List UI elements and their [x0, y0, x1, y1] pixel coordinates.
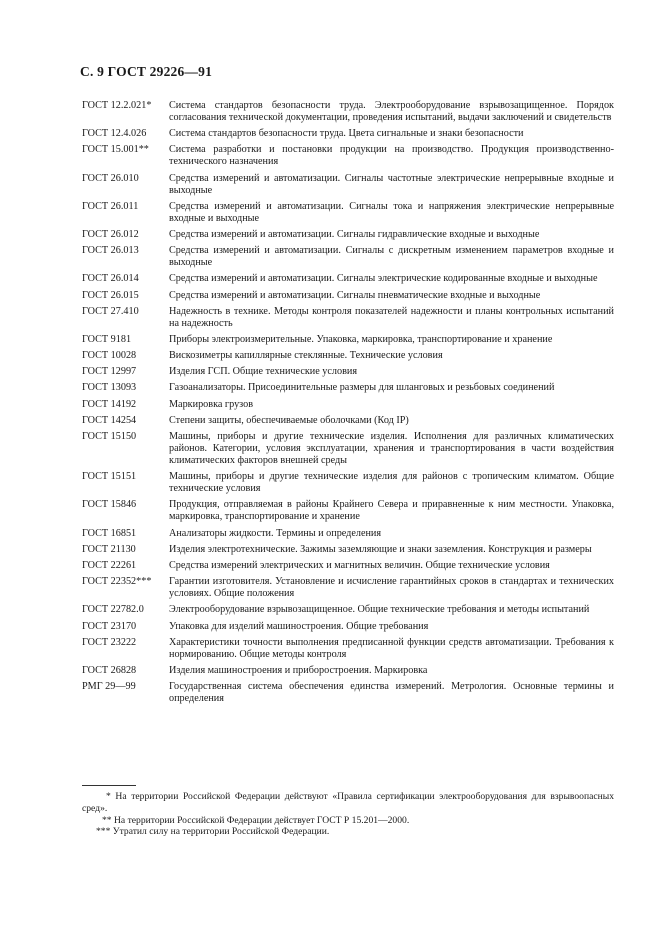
reference-row	[82, 681, 614, 705]
reference-row	[82, 560, 614, 572]
reference-title: Степени защиты, обеспечиваемые оболочками (Код IP)	[169, 414, 409, 426]
reference-code: ГОСТ 26.015	[82, 289, 139, 301]
reference-list	[82, 100, 614, 709]
reference-row	[82, 499, 614, 523]
reference-title: Гарантии изготовителя. Установление и исчисление гарантийных сроков в стандартах и технических условиях. Общие положения	[169, 576, 614, 600]
reference-code: ГОСТ 23170	[82, 620, 137, 632]
reference-code: ГОСТ 21130	[82, 543, 136, 555]
reference-row	[82, 100, 614, 124]
reference-row	[82, 306, 614, 330]
reference-title: Изделия электротехнические. Зажимы заземляющие и знаки заземления. Конструкция и размеры	[169, 543, 592, 555]
reference-code: ГОСТ 26.014	[82, 273, 139, 285]
reference-row	[82, 604, 614, 616]
reference-code: ГОСТ 26.012	[82, 228, 139, 240]
reference-title: Средства измерений и автоматизации. Сигналы гидравлические входные и выходные	[169, 228, 540, 240]
reference-title: Упаковка для изделий машиностроения. Общие требования	[169, 620, 429, 632]
reference-row	[82, 415, 614, 427]
reference-title: Средства измерений и автоматизации. Сигналы пневматические входные и выходные	[169, 289, 541, 301]
reference-title: Средства измерений и автоматизации. Сигналы тока и напряжения электрические непрерывные входные и выходные	[169, 200, 614, 224]
reference-title: Продукция, отправляемая в районы Крайнего Севера и приравненные к ним местности. Упаковка, маркировка, транспортирование и хранение	[169, 499, 614, 523]
page-header: С. 9 ГОСТ 29226—91	[80, 64, 213, 79]
reference-code: ГОСТ 12997	[82, 366, 137, 378]
reference-title: Характеристики точности выполнения предписанной функции средств автоматизации. Требования к нормированию. Общие методы контроля	[169, 636, 614, 660]
footnote-3: *** Утратил силу на территории Российской Федерации.	[96, 826, 330, 838]
reference-code: РМГ 29—99	[82, 681, 136, 693]
reference-title: Изделия ГСП. Общие технические условия	[169, 366, 358, 378]
reference-code: ГОСТ 15846	[82, 499, 137, 511]
reference-row	[82, 290, 614, 302]
reference-code: ГОСТ 15.001**	[82, 144, 149, 156]
reference-code: ГОСТ 14192	[82, 398, 137, 410]
reference-row	[82, 245, 614, 269]
reference-title: Анализаторы жидкости. Термины и определения	[169, 527, 382, 539]
reference-code: ГОСТ 22352***	[82, 576, 152, 588]
reference-code: ГОСТ 9181	[82, 333, 132, 345]
footnote-divider	[82, 785, 136, 786]
reference-code: ГОСТ 12.4.026	[82, 128, 147, 140]
reference-row	[82, 544, 614, 556]
reference-title: Средства измерений и автоматизации. Сигналы с дискретным изменением параметров входные и выходные	[169, 245, 614, 269]
reference-row	[82, 576, 614, 600]
reference-row	[82, 144, 614, 168]
footnotes	[82, 791, 614, 838]
reference-code: ГОСТ 13093	[82, 382, 137, 394]
reference-title: Средства измерений и автоматизации. Сигналы частотные электрические непрерывные входные и выходные	[169, 172, 614, 196]
reference-row	[82, 366, 614, 378]
reference-row	[82, 621, 614, 633]
reference-code: ГОСТ 23222	[82, 636, 137, 648]
reference-row	[82, 273, 614, 285]
reference-title: Приборы электроизмерительные. Упаковка, маркировка, транспортирование и хранение	[169, 333, 553, 345]
reference-row	[82, 528, 614, 540]
reference-title: Электрооборудование взрывозащищенное. Общие технические требования и методы испытаний	[169, 604, 590, 616]
reference-row	[82, 229, 614, 241]
reference-code: ГОСТ 22782.0	[82, 604, 144, 616]
reference-code: ГОСТ 15151	[82, 471, 137, 483]
reference-row	[82, 334, 614, 346]
reference-title: Средства измерений и автоматизации. Сигналы электрические кодированные входные и выходные	[169, 273, 598, 285]
reference-row	[82, 665, 614, 677]
reference-title: Система стандартов безопасности труда. Электрооборудование взрывозащищенное. Порядок согласования технической документации, проведения испытаний, выдачи заключений и свидетельств	[169, 100, 614, 123]
reference-code: ГОСТ 26.010	[82, 172, 139, 184]
reference-title: Маркировка грузов	[169, 398, 254, 410]
reference-code: ГОСТ 10028	[82, 350, 137, 362]
footnote-1: * На территории Российской Федерации действуют «Правила сертификации электрооборудования для взрывоопасных сред».	[82, 791, 614, 814]
reference-title: Государственная система обеспечения единства измерений. Метрология. Основные термины и определения	[169, 681, 614, 705]
reference-code: ГОСТ 26828	[82, 664, 137, 676]
reference-title: Вискозиметры капиллярные стеклянные. Технические условия	[169, 350, 443, 362]
reference-row	[82, 128, 614, 140]
reference-row	[82, 350, 614, 362]
footnote-2: ** На территории Российской Федерации действует ГОСТ Р 15.201—2000.	[102, 814, 410, 826]
reference-title: Надежность в технике. Методы контроля показателей надежности и планы контрольных испытаний на надежность	[169, 305, 614, 329]
reference-code: ГОСТ 22261	[82, 559, 137, 571]
reference-title: Средства измерений электрических и магнитных величин. Общие технические условия	[169, 559, 550, 571]
reference-row	[82, 431, 614, 467]
reference-title: Система стандартов безопасности труда. Цвета сигнальные и знаки безопасности	[169, 128, 524, 140]
reference-title: Газоанализаторы. Присоединительные размеры для шланговых и резьбовых соединений	[169, 382, 555, 394]
reference-row	[82, 382, 614, 394]
reference-code: ГОСТ 16851	[82, 527, 137, 539]
reference-code: ГОСТ 12.2.021*	[82, 100, 152, 111]
reference-title: Изделия машиностроения и приборостроения. Маркировка	[169, 664, 428, 676]
reference-row	[82, 399, 614, 411]
reference-row	[82, 471, 614, 495]
reference-title: Машины, приборы и другие технические изделия для районов с тропическим климатом. Общие технические условия	[169, 471, 614, 495]
reference-title: Система разработки и постановки продукции на производство. Продукция производственно-технического назначения	[169, 144, 614, 168]
reference-row	[82, 637, 614, 661]
reference-code: ГОСТ 15150	[82, 431, 137, 442]
reference-title: Машины, приборы и другие технические изделия. Исполнения для различных климатических районов. Категории, условия эксплуатации, хранения и транспортирования в части воздействия климатических факторов внешней среды	[169, 431, 614, 466]
reference-row	[82, 173, 614, 197]
reference-code: ГОСТ 26.013	[82, 245, 139, 257]
reference-code: ГОСТ 27.410	[82, 305, 139, 317]
reference-code: ГОСТ 14254	[82, 414, 137, 426]
reference-row	[82, 201, 614, 225]
reference-code: ГОСТ 26.011	[82, 200, 139, 212]
